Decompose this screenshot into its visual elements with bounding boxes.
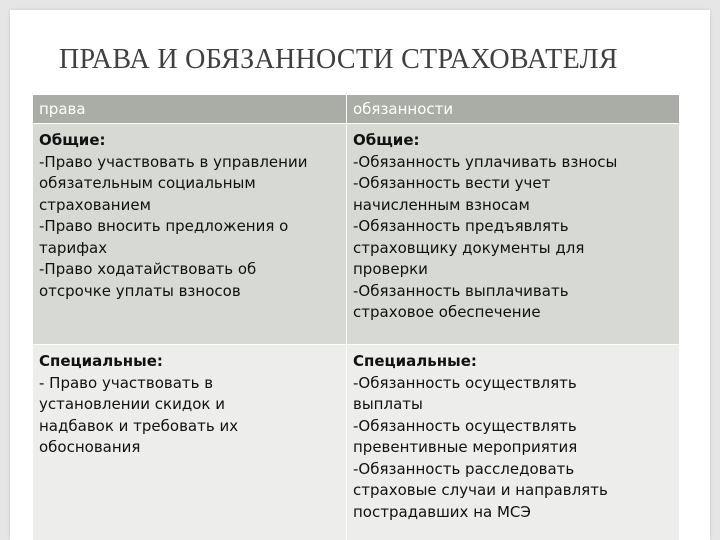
table-header-row xyxy=(33,95,679,123)
header-rights: права xyxy=(39,100,86,118)
cell-line: -Обязанность вести учет xyxy=(353,174,551,192)
slide-title: ПРАВА И ОБЯЗАННОСТИ СТРАХОВАТЕЛЯ xyxy=(59,44,618,75)
table-row-special xyxy=(33,345,679,540)
cell-line: страховщику документы для xyxy=(353,238,585,257)
cell-line: -Обязанность расследовать xyxy=(353,459,575,478)
cell-line: -Обязанность осуществлять xyxy=(353,373,577,392)
cell-heading: Общие: xyxy=(353,131,420,149)
cell-line: установлении скидок и xyxy=(39,395,225,413)
cell-line: выплаты xyxy=(353,395,423,413)
cell-line: -Обязанность осуществлять xyxy=(353,416,577,435)
rights-duties-table xyxy=(33,95,679,540)
cell-line: -Обязанность выплачивать xyxy=(353,281,569,300)
cell-line: обязательным социальным xyxy=(39,174,256,192)
cell-special-rights xyxy=(33,345,345,540)
table-row-general xyxy=(33,124,679,344)
header-duties: обязанности xyxy=(346,95,679,123)
cell-general-rights xyxy=(33,124,345,344)
cell-line: -Обязанность уплачивать взносы xyxy=(353,152,618,171)
cell-line: надбавок и требовать их xyxy=(39,416,239,435)
cell-line: страховые случаи и направлять xyxy=(353,481,608,499)
cell-line: страховое обеспечение xyxy=(353,303,541,321)
cell-line: -Обязанность предъявлять xyxy=(353,217,569,235)
cell-line: тарифах xyxy=(39,238,108,257)
cell-line: -Право вносить предложения о xyxy=(39,217,289,235)
cell-general-duties xyxy=(346,124,679,344)
cell-line: -Право ходатайствовать об xyxy=(39,260,257,278)
cell-line: - Право участвовать в xyxy=(39,373,214,392)
cell-heading: Специальные: xyxy=(353,352,477,370)
slide xyxy=(10,10,710,540)
cell-line: начисленным взносам xyxy=(353,195,530,214)
cell-line: обоснования xyxy=(39,438,141,456)
cell-line: отсрочке уплаты взносов xyxy=(39,281,241,300)
cell-line: страхованием xyxy=(39,195,151,214)
cell-line: -Право участвовать в управлении xyxy=(39,152,308,171)
cell-special-duties xyxy=(346,345,679,540)
cell-line: пострадавших на МСЭ xyxy=(353,502,531,521)
cell-heading: Специальные: xyxy=(39,352,163,370)
cell-line: превентивные мероприятия xyxy=(353,438,578,456)
cell-line: проверки xyxy=(353,260,428,278)
cell-heading: Общие: xyxy=(39,131,106,149)
